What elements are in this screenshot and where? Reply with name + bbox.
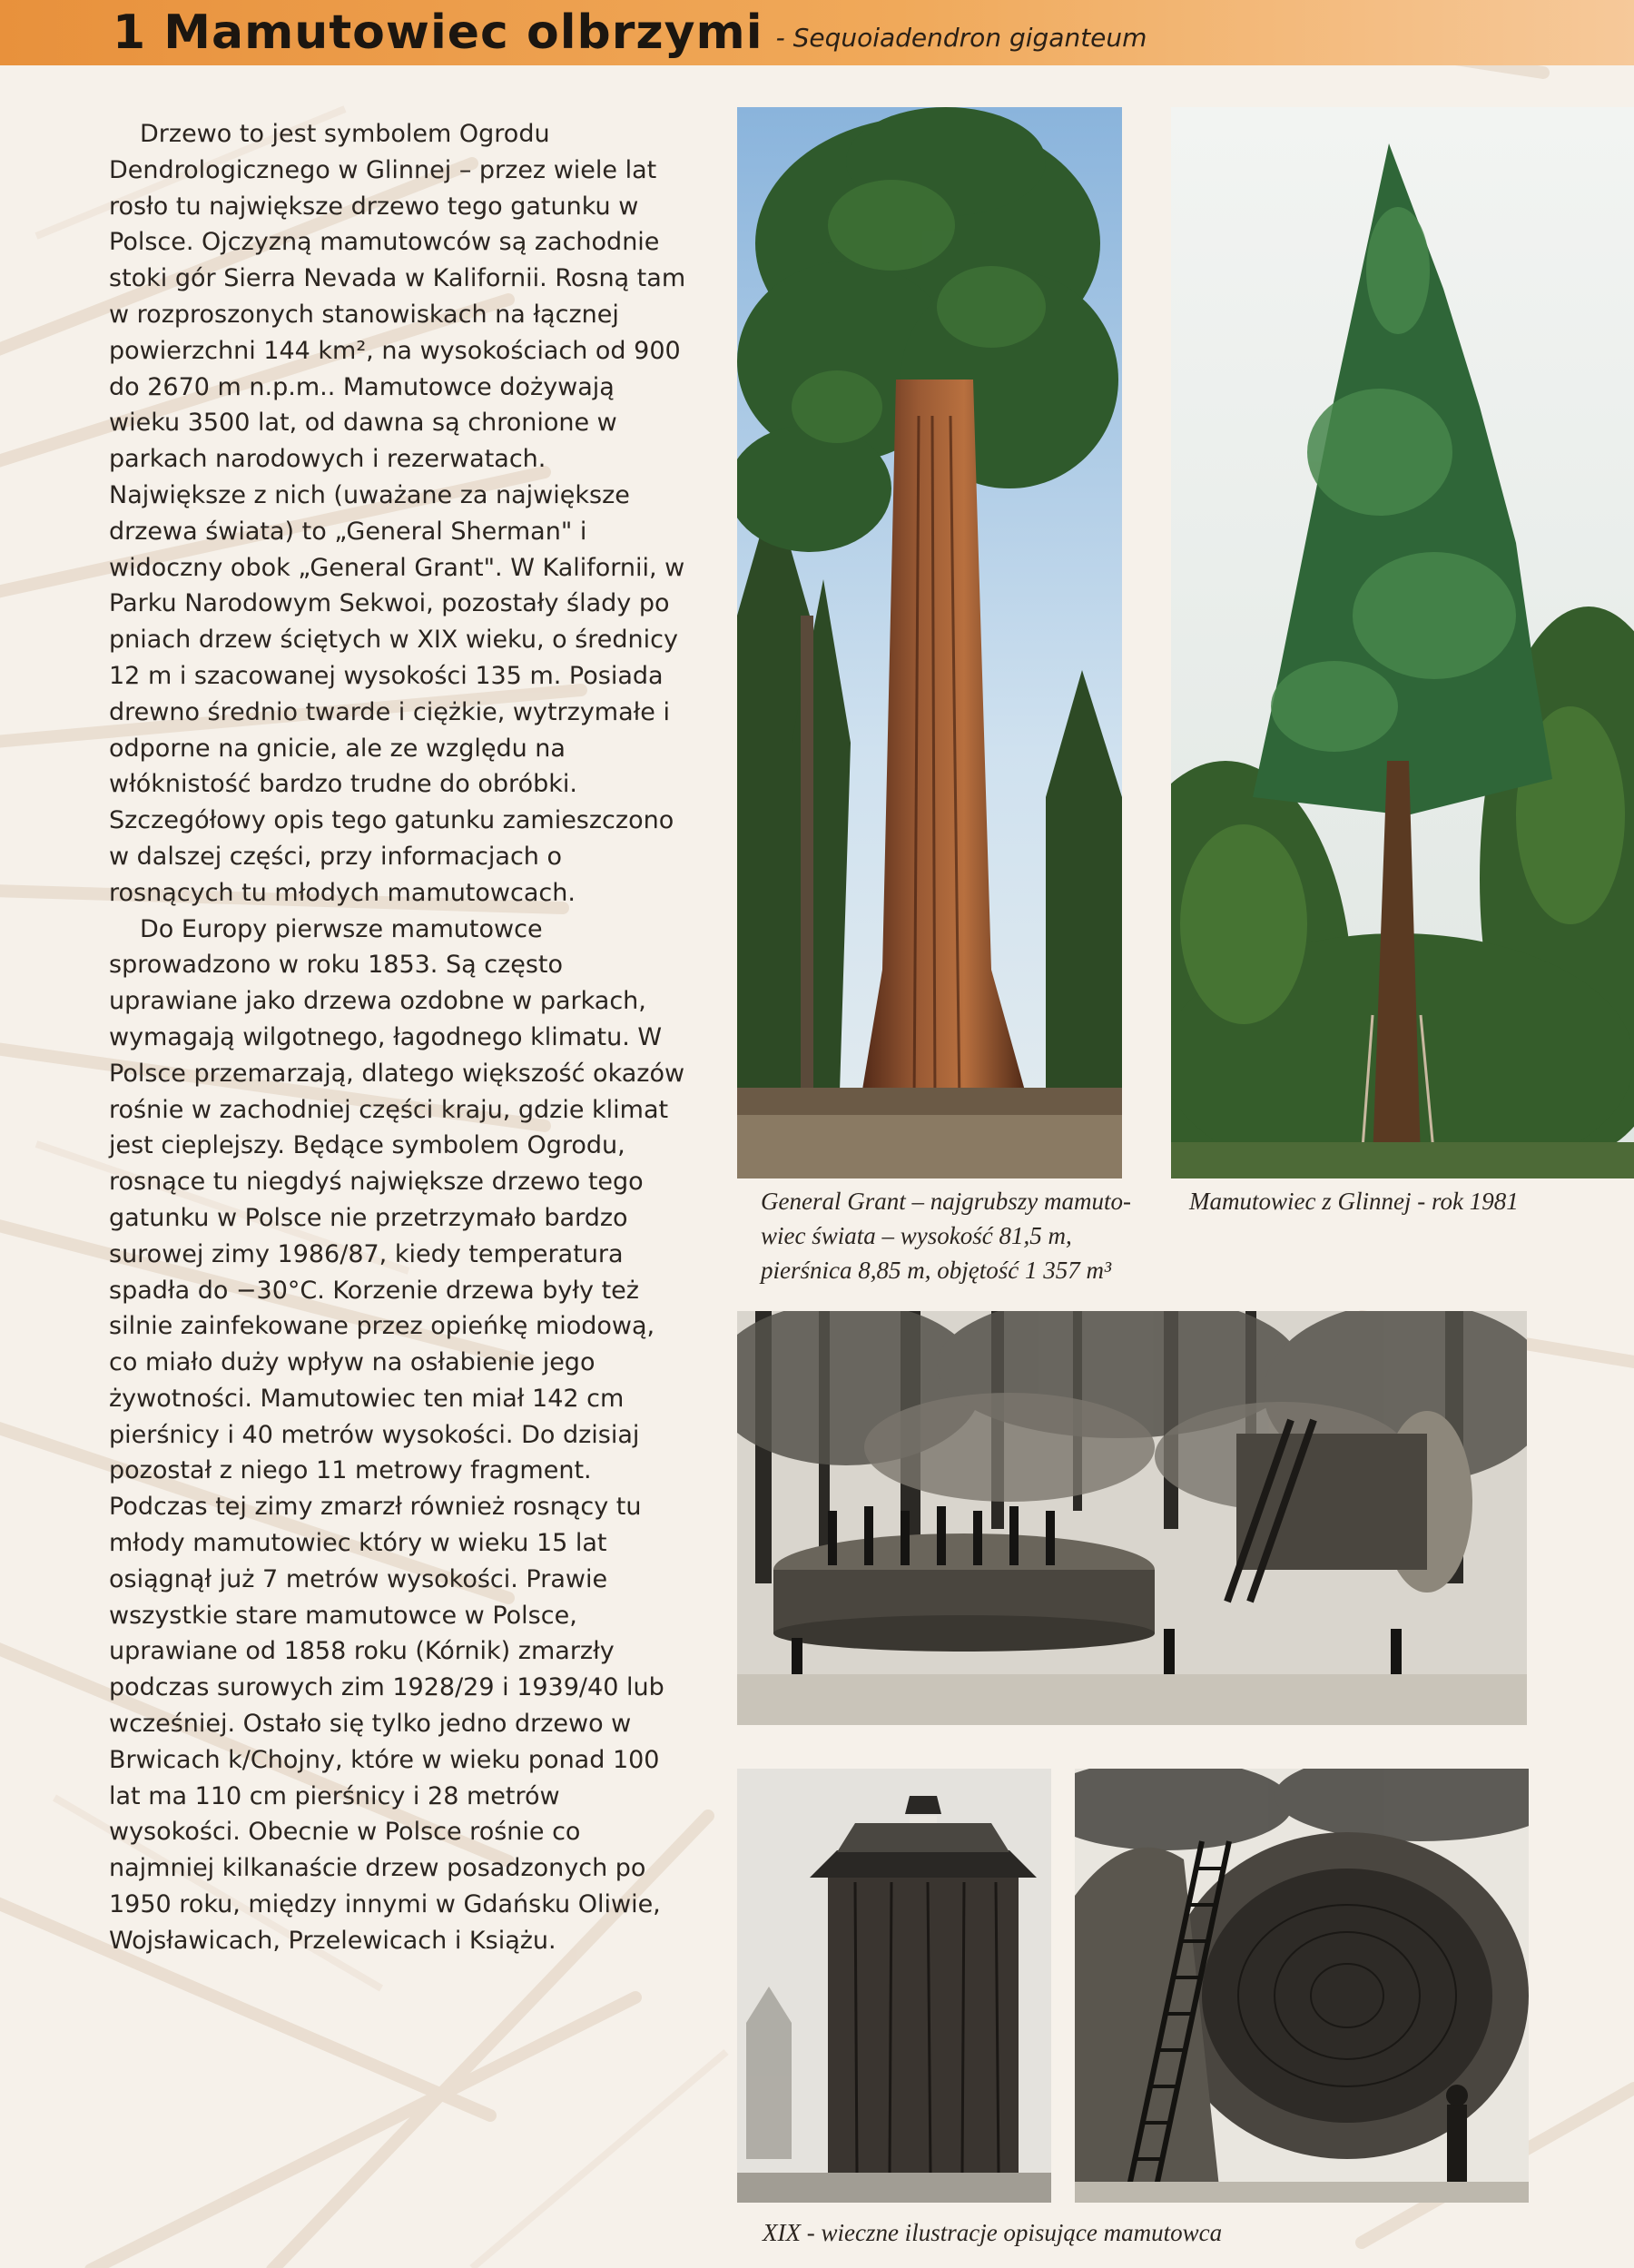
general-grant-caption: [761, 1184, 1160, 1287]
fallen-trunk-ladder-engraving: [1075, 1769, 1529, 2203]
tower-stump-illustration: [737, 1769, 1051, 2203]
section-title: 1 Mamutowiec olbrzymi: [113, 5, 763, 60]
glinna-sequoia-photo: [1171, 107, 1634, 1178]
paragraph-2: Do Europy pierwsze mamutowce sprowadzono w roku 1853. Są często uprawiane jako drzewa ozdobne w parkach, wymagają wilgotnego, łagodnego klimatu. W Polsce przemarzają, dlatego większość okazów rośnie w zachodniej części kraju, gdzie klimat jest cieplejszy. Będące symbolem Ogrodu, rosnące tu niegdyś największe drzewo tego gatunku w Polsce nie przetrzymało bardzo surowej zimy 1986/87, kiedy temperatura spadła do −30°C. Korzenie drzewa były też silnie zainfekowane przez opieńkę miodową, co miało duży wpływ na osłabienie jego żywotności. Mamutowiec ten miał 142 cm pierśnicy i 40 metrów wysokości. Do dzisiaj pozostał z niego 11 metrowy fragment. Podczas tej zimy zmarzł również rosnący tu młody mamutowiec który w wieku 15 lat osiągnął już 7 metrów wysokości. Prawie wszystkie stare mamutowce w Polsce, uprawiane od 1858 roku (Kórnik) zmarzły podczas surowych zim 1928/29 i 1939/40 lub wcześniej. Ostało się tylko jedno drzewo w Brwicach k/Chojny, które w wieku ponad 100 lat ma 110 cm pierśnicy i 28 metrów wysokości. Obecnie w Polsce rośnie co najmniej kilkanaście drzew posadzonych po 1950 roku, między innymi w Gdańsku Oliwie, Wojsławicach, Przelewicach i Książu.: [109, 914, 685, 1955]
article-text: [109, 116, 690, 1959]
section-header: [0, 0, 1634, 65]
engravings-caption: XIX - wieczne ilustracje opisujące mamutowca: [763, 2219, 1223, 2246]
paragraph-1: Drzewo to jest symbolem Ogrodu Dendrologicznego w Glinnej – przez wiele lat rosło tu największe drzewo tego gatunku w Polsce. Ojczyzną mamutowców są zachodnie stoki gór Sierra Nevada w Kalifornii. Rosną tam w rozproszonych stanowiskach na łącznej powierzchni 144 km², na wysokościach od 900 do 2670 m n.p.m.. Mamutowce dożywają wieku 3500 lat, od dawna są chronione w parkach narodowych i rezerwatach. Największe z nich (uważane za największe drzewa świata) to „General Sherman" i widoczny obok „General Grant". W Kalifornii, w Parku Narodowym Sekwoi, pozostały ślady po pniach drzew ściętych w XIX wieku, o średnicy 12 m i szacowanej wysokości 135 m. Posiada drewno średnio twarde i ciężkie, wytrzymałe i odporne na gnicie, ale ze względu na włóknistość bardzo trudne do obróbki. Szczegółowy opis tego gatunku zamieszczono w dalszej części, przy informacjach o rosnących tu młodych mamutowcach.: [109, 120, 686, 907]
stump-dance-engraving: [737, 1311, 1527, 1725]
general-grant-caption-line-2: wiec świata – wysokość 81,5 m,: [761, 1222, 1072, 1249]
latin-name: - Sequoiadendron giganteum: [775, 22, 1147, 53]
glinna-caption: Mamutowiec z Glinnej - rok 1981: [1189, 1188, 1519, 1215]
general-grant-caption-line-3: pierśnica 8,85 m, objętość 1 357 m³: [761, 1257, 1112, 1284]
general-grant-caption-line-1: General Grant – najgrubszy mamuto-: [761, 1188, 1131, 1215]
general-grant-photo: [737, 107, 1122, 1178]
